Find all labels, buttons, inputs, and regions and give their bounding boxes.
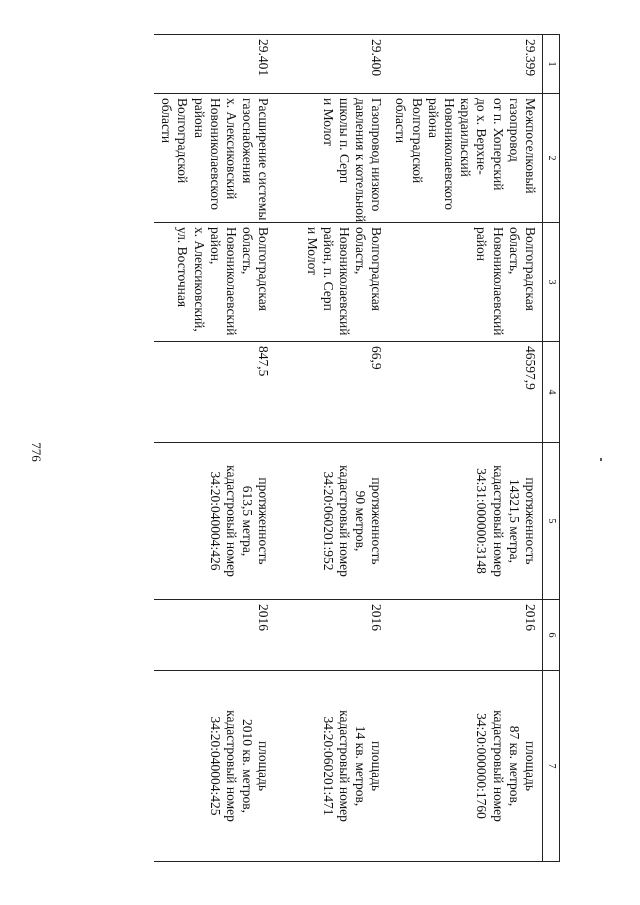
cell-object-name-line: давления к котельной <box>353 98 369 223</box>
cell-location-line: и Молот <box>304 227 320 276</box>
cell-characteristics-line: 14321,5 метра, <box>506 479 522 563</box>
cell-characteristics-line: 34:31:000000:3148 <box>474 468 490 574</box>
cell-object-name-line: района <box>191 98 207 138</box>
cell-land-plot-line: площадь <box>256 740 272 792</box>
cell-location-line: район <box>474 227 490 261</box>
cell-year: 2016 <box>388 600 542 671</box>
cell-year: 2016 <box>275 600 388 671</box>
cell-land-plot-line: кадастровый номер <box>336 710 352 822</box>
cell-item-number: 29.399 <box>388 35 542 94</box>
cell-object-name-line: газоснабжения <box>240 98 256 184</box>
table-row <box>388 35 542 862</box>
cell-object-name-line: Расширение системы <box>256 98 272 221</box>
cell-object-name-line: Новониколаевского <box>442 98 458 211</box>
cell-land-plot-line: площадь <box>369 740 385 792</box>
cell-characteristics-line: 34:20:040004:426 <box>207 471 223 571</box>
cell-land-plot <box>275 671 388 862</box>
cell-characteristics <box>388 443 542 600</box>
cell-location-line: область, <box>353 227 369 275</box>
cell-land-plot-line: 2010 кв. метров, <box>240 719 256 813</box>
cell-object-name-line: х. Алексиковский <box>223 98 239 200</box>
cell-location-line: Новониколаевский <box>223 227 239 336</box>
cell-location-line: Волгоградская <box>256 227 272 311</box>
cell-characteristics <box>154 443 275 600</box>
cell-location <box>388 223 542 342</box>
cell-land-plot-line: 34:20:040004:425 <box>207 716 223 816</box>
cell-location-line: область, <box>240 227 256 275</box>
cell-land-plot-line: 34:20:060201:471 <box>320 716 336 816</box>
table-row <box>154 35 275 862</box>
cell-object-name-line: области <box>159 98 175 144</box>
cell-location-line: область, <box>506 227 522 275</box>
cell-location-line: ул. Восточная <box>175 227 191 308</box>
cell-location-line: Волгоградская <box>523 227 538 311</box>
cell-object-name-line: школы п. Серп <box>336 98 352 184</box>
cell-characteristics-line: 34:20:060201:952 <box>320 471 336 571</box>
cell-object-name <box>154 94 275 223</box>
cell-object-name-line: района <box>425 98 441 138</box>
column-number: 4 <box>543 342 560 443</box>
cell-land-plot-line: 14 кв. метров, <box>353 725 369 807</box>
cell-item-number: 29.400 <box>275 35 388 94</box>
cell-location-line: район, <box>207 227 223 265</box>
cell-land-plot-line: 34:20:000000:1760 <box>474 713 490 819</box>
cell-characteristics-line: кадастровый номер <box>223 465 239 577</box>
cell-item-number: 29.401 <box>154 35 275 94</box>
registry-table <box>154 34 560 862</box>
cell-object-name-line: газопровод <box>506 98 522 162</box>
cell-object-name-line: от п. Хоперский <box>490 98 506 191</box>
cell-location <box>154 223 275 342</box>
page-number: 776 <box>29 442 44 462</box>
cell-object-name-line: Волгоградской <box>409 98 425 184</box>
cell-location-line: х. Алексиковский, <box>191 227 207 332</box>
cell-object-name <box>275 94 388 223</box>
cell-characteristics-line: 90 метров, <box>353 490 369 552</box>
cell-location <box>275 223 388 342</box>
cell-characteristics-line: 613,5 метра, <box>240 485 256 557</box>
column-number: 6 <box>543 600 560 671</box>
cell-location-line: Новониколаевский <box>336 227 352 336</box>
cell-land-plot <box>154 671 275 862</box>
cell-value: 847,5 <box>154 342 275 443</box>
cell-characteristics-line: протяженность <box>256 477 272 565</box>
cell-object-name-line: и Молот <box>320 98 336 147</box>
cell-land-plot-line: кадастровый номер <box>490 710 506 822</box>
cell-land-plot-line: 87 кв. метров, <box>506 725 522 807</box>
cell-object-name-line: Новониколаевского <box>207 98 223 211</box>
cell-location-line: район, п. Серп <box>320 227 336 311</box>
column-number: 1 <box>543 35 560 94</box>
table-row <box>275 35 388 862</box>
column-number: 2 <box>543 94 560 223</box>
cell-land-plot-line: кадастровый номер <box>223 710 239 822</box>
column-number-row <box>543 35 560 862</box>
rotated-table-container <box>90 34 560 854</box>
cell-characteristics-line: кадастровый номер <box>336 465 352 577</box>
cell-location-line: Новониколаевский <box>490 227 506 336</box>
cell-object-name-line: кардаильский <box>458 98 474 177</box>
cell-value: 66,9 <box>275 342 388 443</box>
cell-object-name-line: до х. Верхне- <box>474 98 490 175</box>
cell-object-name-line: Волгоградской <box>175 98 191 184</box>
column-number: 7 <box>543 671 560 862</box>
column-number: 5 <box>543 443 560 600</box>
cell-value: 46597,9 <box>388 342 542 443</box>
cell-characteristics <box>275 443 388 600</box>
cell-characteristics-line: протяженность <box>523 477 538 565</box>
cell-location-line: Волгоградская <box>369 227 385 311</box>
scan-mark <box>600 458 602 461</box>
cell-characteristics-line: кадастровый номер <box>490 465 506 577</box>
column-number: 3 <box>543 223 560 342</box>
cell-object-name <box>388 94 542 223</box>
cell-object-name-line: Газопровод низкого <box>369 98 385 212</box>
cell-land-plot-line: площадь <box>523 740 538 792</box>
cell-object-name-line: области <box>393 98 409 144</box>
cell-year: 2016 <box>154 600 275 671</box>
cell-object-name-line: Межпоселковый <box>523 98 538 194</box>
cell-characteristics-line: протяженность <box>369 477 385 565</box>
cell-land-plot <box>388 671 542 862</box>
